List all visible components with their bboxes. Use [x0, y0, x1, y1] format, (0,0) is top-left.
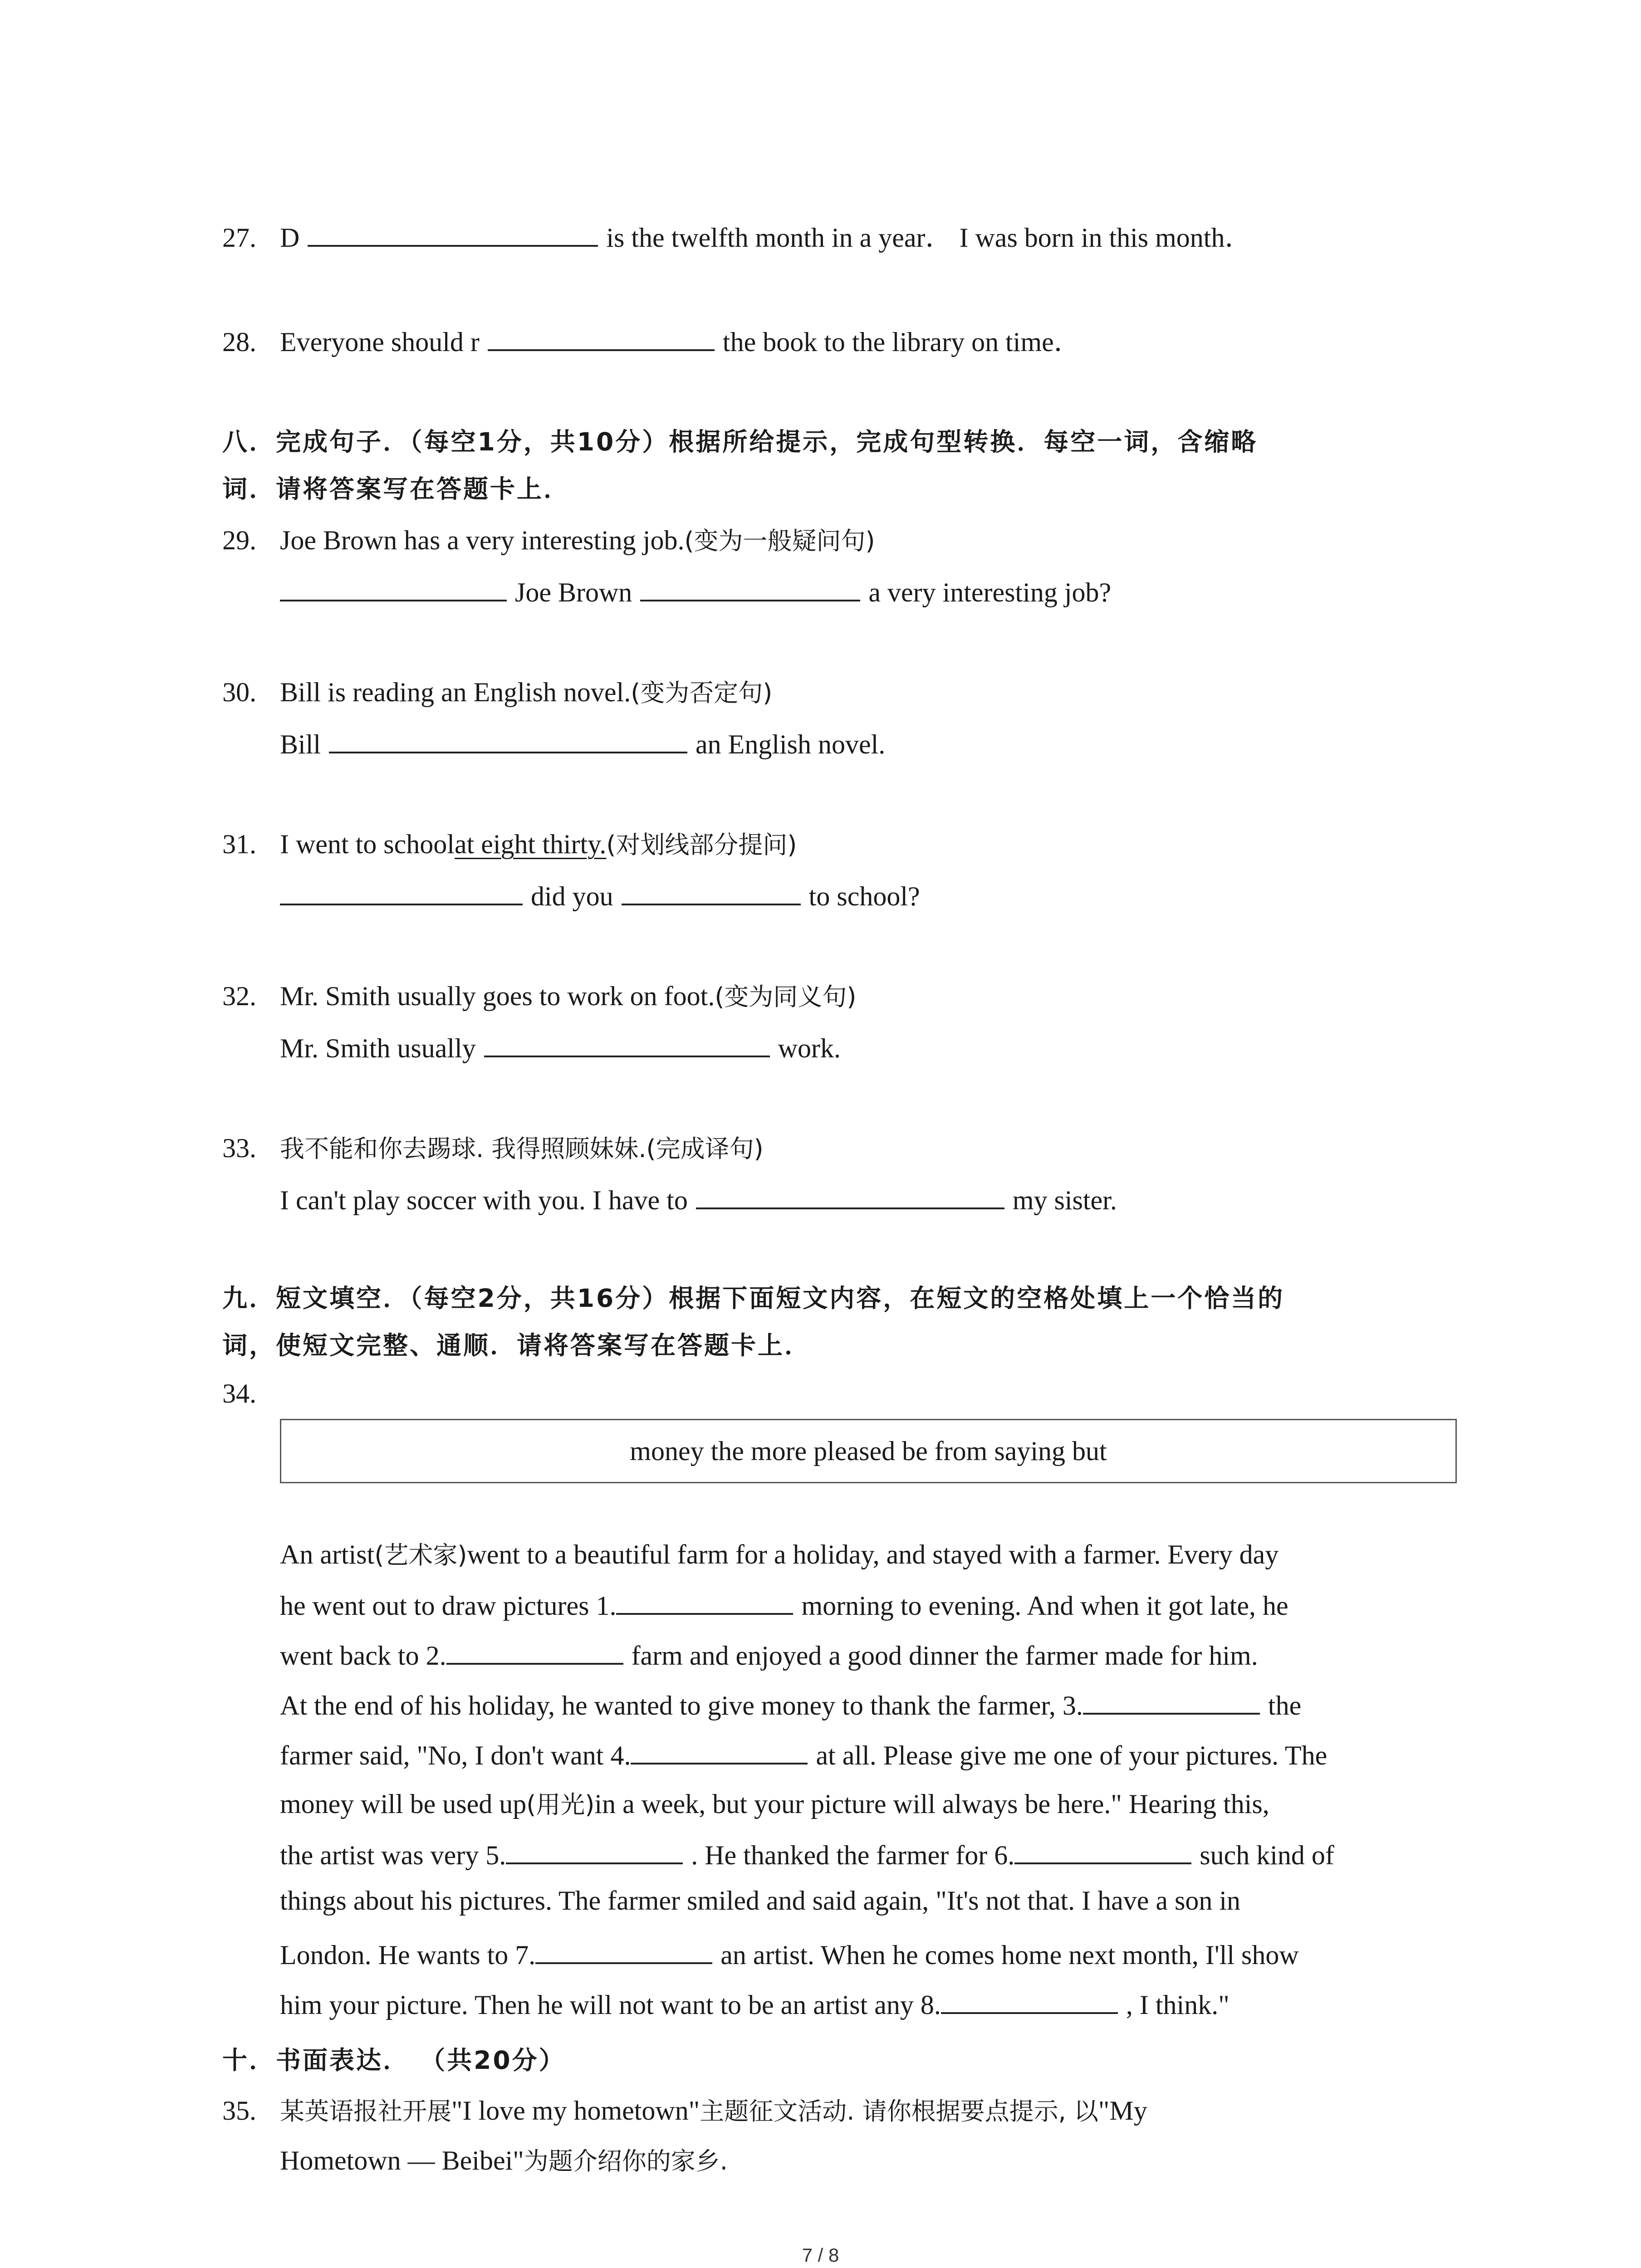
- answer-text: an English novel.: [696, 729, 886, 759]
- answer-line-33: [280, 1180, 1117, 1216]
- question-text: "My: [1098, 2096, 1147, 2126]
- answer-line-30: [280, 724, 885, 760]
- question-number: 29.: [222, 525, 256, 555]
- passage-text: in a week, but your picture will always be here." Hearing this,: [594, 1789, 1269, 1819]
- passage-line: [280, 1835, 1334, 1871]
- passage-line: [280, 1935, 1299, 1971]
- answer-text: work.: [778, 1033, 841, 1063]
- answer-text: Joe Brown: [515, 577, 632, 607]
- word-bank: money the more pleased be from saying but: [630, 1436, 1107, 1466]
- passage-text: went back to 2.: [280, 1641, 446, 1671]
- passage-gloss: (用光): [526, 1790, 595, 1819]
- passage-text: An artist: [280, 1540, 375, 1569]
- question-number: 35.: [222, 2096, 256, 2126]
- answer-text: I can't play soccer with you. I have to: [280, 1185, 688, 1215]
- passage-text: farm and enjoyed a good dinner the farmer made for him.: [631, 1641, 1258, 1671]
- answer-blank[interactable]: [535, 1935, 712, 1964]
- question-number: 33.: [222, 1133, 256, 1163]
- passage-text: . He thanked the farmer for 6.: [691, 1840, 1015, 1870]
- question-hint: (变为否定句): [631, 679, 773, 707]
- answer-blank[interactable]: [1083, 1686, 1260, 1715]
- question-text: 主题征文活动. 请你根据要点提示, 以: [700, 2097, 1098, 2126]
- question-text: the book to the library on time．: [722, 327, 1081, 357]
- question-text: Mr. Smith usually goes to work on foot.: [280, 981, 715, 1011]
- question-28: [222, 320, 1081, 359]
- answer-blank[interactable]: [329, 724, 687, 753]
- question-text: Hometown — Beibei": [280, 2146, 524, 2175]
- answer-blank[interactable]: [640, 572, 860, 601]
- question-text: 某英语报社开展: [280, 2097, 451, 2126]
- passage-line: [280, 1785, 1269, 1820]
- question-33: [222, 1129, 764, 1164]
- section-heading-8: 八．完成句子．（每空1分，共10分）根据所给提示，完成句型转换．每空一词，含缩略: [222, 427, 1258, 456]
- question-text: D: [280, 223, 300, 253]
- passage-text: such kind of: [1200, 1840, 1334, 1870]
- question-text: 我不能和你去踢球. 我得照顾妹妹.: [280, 1134, 647, 1163]
- word-bank-box: [280, 1419, 1457, 1483]
- question-hint: (变为一般疑问句): [684, 527, 875, 555]
- answer-text: Mr. Smith usually: [280, 1033, 476, 1063]
- underlined-phrase: at eight thirty.: [454, 829, 607, 859]
- passage-text: , I think.": [1126, 1990, 1230, 2020]
- question-number: 30.: [222, 677, 256, 707]
- section-heading-9: 九．短文填空．（每空2分，共16分）根据下面短文内容，在短文的空格处填上一个恰当的: [222, 1284, 1285, 1313]
- answer-blank[interactable]: [506, 1835, 683, 1864]
- passage-text: At the end of his holiday, he wanted to give money to thank the farmer, 3.: [280, 1691, 1083, 1721]
- question-hint: (变为同义句): [715, 982, 857, 1011]
- question-text: I went to school: [280, 829, 455, 859]
- answer-blank[interactable]: [941, 1985, 1118, 2014]
- section-heading-8-cont: 词．请将答案写在答题卡上．: [222, 474, 571, 503]
- question-number: 27.: [222, 223, 256, 253]
- question-text: Joe Brown has a very interesting job.: [280, 525, 685, 555]
- question-text: Bill is reading an English novel.: [280, 677, 631, 707]
- passage-line: [280, 1686, 1301, 1721]
- answer-line-31: [280, 876, 920, 912]
- answer-blank[interactable]: [622, 876, 801, 905]
- passage-text: at all. Please give me one of your pictures. The: [816, 1740, 1327, 1770]
- answer-text: did you: [531, 881, 613, 911]
- answer-text: to school?: [808, 881, 920, 911]
- question-hint: (对划线部分提问): [606, 831, 797, 859]
- passage-text: the artist was very 5.: [280, 1840, 506, 1870]
- passage-line: [280, 1885, 1240, 1916]
- passage-gloss: (艺术家): [374, 1541, 467, 1569]
- passage-line: [280, 1735, 1327, 1771]
- answer-blank[interactable]: [446, 1636, 623, 1665]
- question-text: "I love my hometown": [451, 2096, 700, 2126]
- question-31: [222, 826, 797, 860]
- section-heading-9-cont: 词，使短文完整、通顺．请将答案写在答题卡上．: [222, 1331, 812, 1360]
- answer-blank[interactable]: [616, 1586, 793, 1615]
- passage-line: [280, 1586, 1288, 1622]
- answer-text: a very interesting job?: [868, 577, 1112, 607]
- page-number: 7 / 8: [802, 2244, 839, 2266]
- answer-blank[interactable]: [1014, 1835, 1191, 1864]
- question-number: 32.: [222, 981, 256, 1011]
- question-29: [222, 522, 875, 557]
- passage-line: [280, 1536, 1279, 1571]
- question-32: [222, 978, 856, 1012]
- question-30: [222, 674, 772, 709]
- question-number: 34.: [222, 1378, 256, 1408]
- question-number: 31.: [222, 829, 256, 859]
- answer-blank[interactable]: [631, 1735, 808, 1765]
- question-text: Everyone should r: [280, 327, 480, 357]
- question-27: [222, 216, 1252, 255]
- passage-line: [280, 1636, 1258, 1672]
- question-35: [222, 2092, 1147, 2127]
- answer-line-29: [280, 572, 1111, 608]
- answer-blank[interactable]: [488, 322, 715, 351]
- passage-text: went to a beautiful farm for a holiday, and stayed with a farmer. Every day: [467, 1540, 1279, 1569]
- passage-line: [280, 1985, 1230, 2021]
- passage-text: farmer said, "No, I don't want 4.: [280, 1740, 631, 1770]
- passage-text: him your picture. Then he will not want to be an artist any 8.: [280, 1990, 941, 2020]
- answer-blank[interactable]: [280, 876, 523, 905]
- passage-text: money will be used up: [280, 1789, 527, 1819]
- answer-text: my sister.: [1012, 1185, 1117, 1215]
- question-text: is the twelfth month in a year． I was born in this month．: [606, 223, 1252, 253]
- passage-text: an artist. When he comes home next month, I'll show: [720, 1940, 1299, 1970]
- passage-text: things about his pictures. The farmer smiled and said again, "It's not that. I have a son in: [280, 1886, 1241, 1916]
- answer-line-32: [280, 1028, 841, 1064]
- answer-blank[interactable]: [484, 1028, 770, 1057]
- answer-blank[interactable]: [696, 1180, 1004, 1209]
- passage-text: he went out to draw pictures 1.: [280, 1591, 617, 1621]
- question-number: 28.: [222, 327, 256, 357]
- answer-blank[interactable]: [280, 572, 507, 601]
- answer-blank[interactable]: [308, 218, 598, 247]
- passage-text: London. He wants to 7.: [280, 1940, 536, 1970]
- passage-text: morning to evening. And when it got late, he: [801, 1591, 1288, 1621]
- question-35-cont: [280, 2142, 728, 2177]
- answer-text: Bill: [280, 729, 321, 759]
- section-heading-10: 十．书面表达． （共20分）: [222, 2046, 566, 2075]
- question-hint: (完成译句): [646, 1134, 764, 1163]
- question-text: 为题介绍你的家乡.: [524, 2147, 728, 2175]
- passage-text: the: [1268, 1691, 1302, 1721]
